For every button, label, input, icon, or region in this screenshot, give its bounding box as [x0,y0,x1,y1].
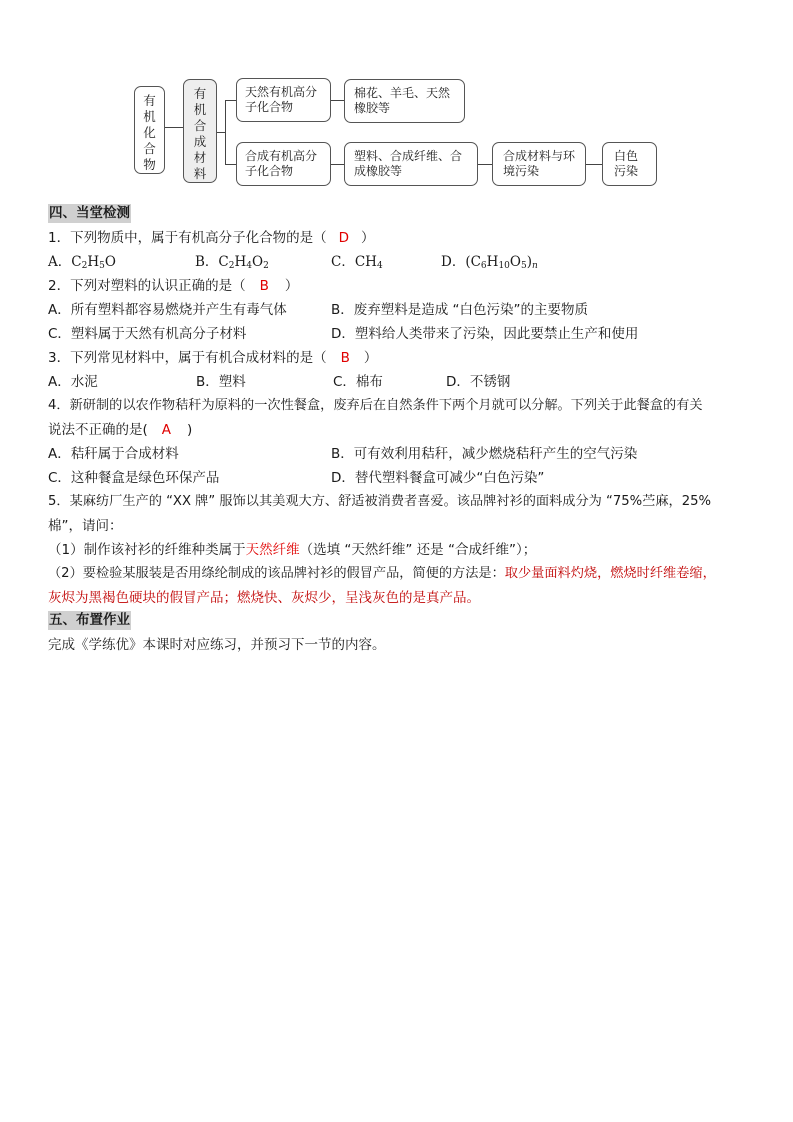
diagram-synthetic-polymer-box: 合成有机高分子化合物 [236,142,331,186]
q5-part2-answer-cont: 灰烬为黑褐色硬块的假冒产品；燃烧快、灰烬少，呈浅灰色的是真产品。 [48,590,480,606]
q1-stem: 1．下列物质中，属于有机高分子化合物的是（ D ） [48,230,375,246]
q5-stem-line2: 棉”，请问： [48,518,123,534]
diagram-white-pollution-box: 白色污染 [602,142,657,186]
q1-option-c: C．$CH_4$ [331,254,383,271]
diagram-connector [165,127,183,128]
q4-stem-line1: 4．新研制的以农作物秸秆为原料的一次性餐盒，废弃后在自然条件下两个月就可以分解。下列关于此餐盒的有关 [48,398,703,413]
diagram-natural-polymer-box: 天然有机高分子化合物 [236,78,331,122]
q1-option-d: D．$(C_6H_{10}O_5)_n$ [441,254,538,271]
section5-heading: 五、布置作业 [49,612,130,628]
diagram-pollution-box: 合成材料与环境污染 [492,142,586,186]
q1-option-a: A．$C_2H_5O$ [48,254,116,271]
q4-option-b: B．可有效利用秸秆，减少燃烧秸秆产生的空气污染 [331,446,638,462]
diagram-connector [331,164,344,165]
q5-part2-answer: 取少量面料灼烧，燃烧时纤维卷缩， [504,566,716,581]
diagram-connector [225,100,236,101]
q1-option-b: B．$C_2H_4O_2$ [195,254,269,271]
q4-option-a: A．秸秆属于合成材料 [48,446,179,462]
diagram-connector [586,164,602,165]
diagram-natural-examples-box: 棉花、羊毛、天然橡胶等 [344,79,465,123]
diagram-connector [225,100,226,164]
q3-answer: B [340,350,350,366]
q5-part2: （2）要检验某服装是否用绦纶制成的该品牌衬衫的假冒产品，简便的方法是：取少量面料灼烧，燃烧时纤维卷缩， [48,566,716,581]
q2-option-c: C．塑料属于天然有机高分子材料 [48,326,247,342]
q4-answer: A [161,422,172,438]
q3-option-c: C．棉布 [333,374,383,390]
q2-stem: 2．下列对塑料的认识正确的是（ B ） [48,278,299,294]
q2-option-d: D．塑料给人类带来了污染，因此要禁止生产和使用 [331,326,639,342]
q3-stem: 3．下列常见材料中，属于有机合成材料的是（ B ） [48,350,378,366]
q4-stem-line2: 说法不正确的是( A ) [48,422,193,438]
q1-answer: D [338,230,349,246]
q2-option-b: B．废弃塑料是造成 “白色污染”的主要物质 [331,302,589,318]
diagram-synthetic-examples-box: 塑料、合成纤维、合成橡胶等 [344,142,478,186]
q5-part1: （1）制作该衬衫的纤维种类属于天然纤维（选填 “天然纤维” 还是 “合成纤维”）； [48,542,537,558]
diagram-connector [217,132,225,133]
diagram-connector [225,164,236,165]
q2-answer: B [259,278,269,294]
section4-heading: 四、当堂检测 [49,205,130,221]
q3-option-a: A．水泥 [48,374,98,390]
q5-part1-answer: 天然纤维 [245,542,300,558]
q5-stem-line1: 5．某麻纺厂生产的 “XX 牌” 服饰以其美观大方、舒适被消费者喜爱。该品牌衬衫的面料成分为 “75%苎麻，25% [48,494,712,509]
diagram-connector [478,164,492,165]
q3-option-b: B．塑料 [196,374,246,390]
diagram-organic-synthetic-box: 有 机 合 成 材 料 [183,79,217,183]
q4-option-d: D．替代塑料餐盒可减少“白色污染” [331,470,545,486]
diagram-connector [331,100,344,101]
q3-option-d: D．不锈钢 [446,374,511,390]
q4-option-c: C．这种餐盒是绿色环保产品 [48,470,220,486]
homework-text: 完成《学练优》本课时对应练习，并预习下一节的内容。 [48,637,386,653]
q2-option-a: A．所有塑料都容易燃烧并产生有毒气体 [48,302,287,318]
diagram-organic-compound-box: 有 机 化 合 物 [134,86,165,174]
